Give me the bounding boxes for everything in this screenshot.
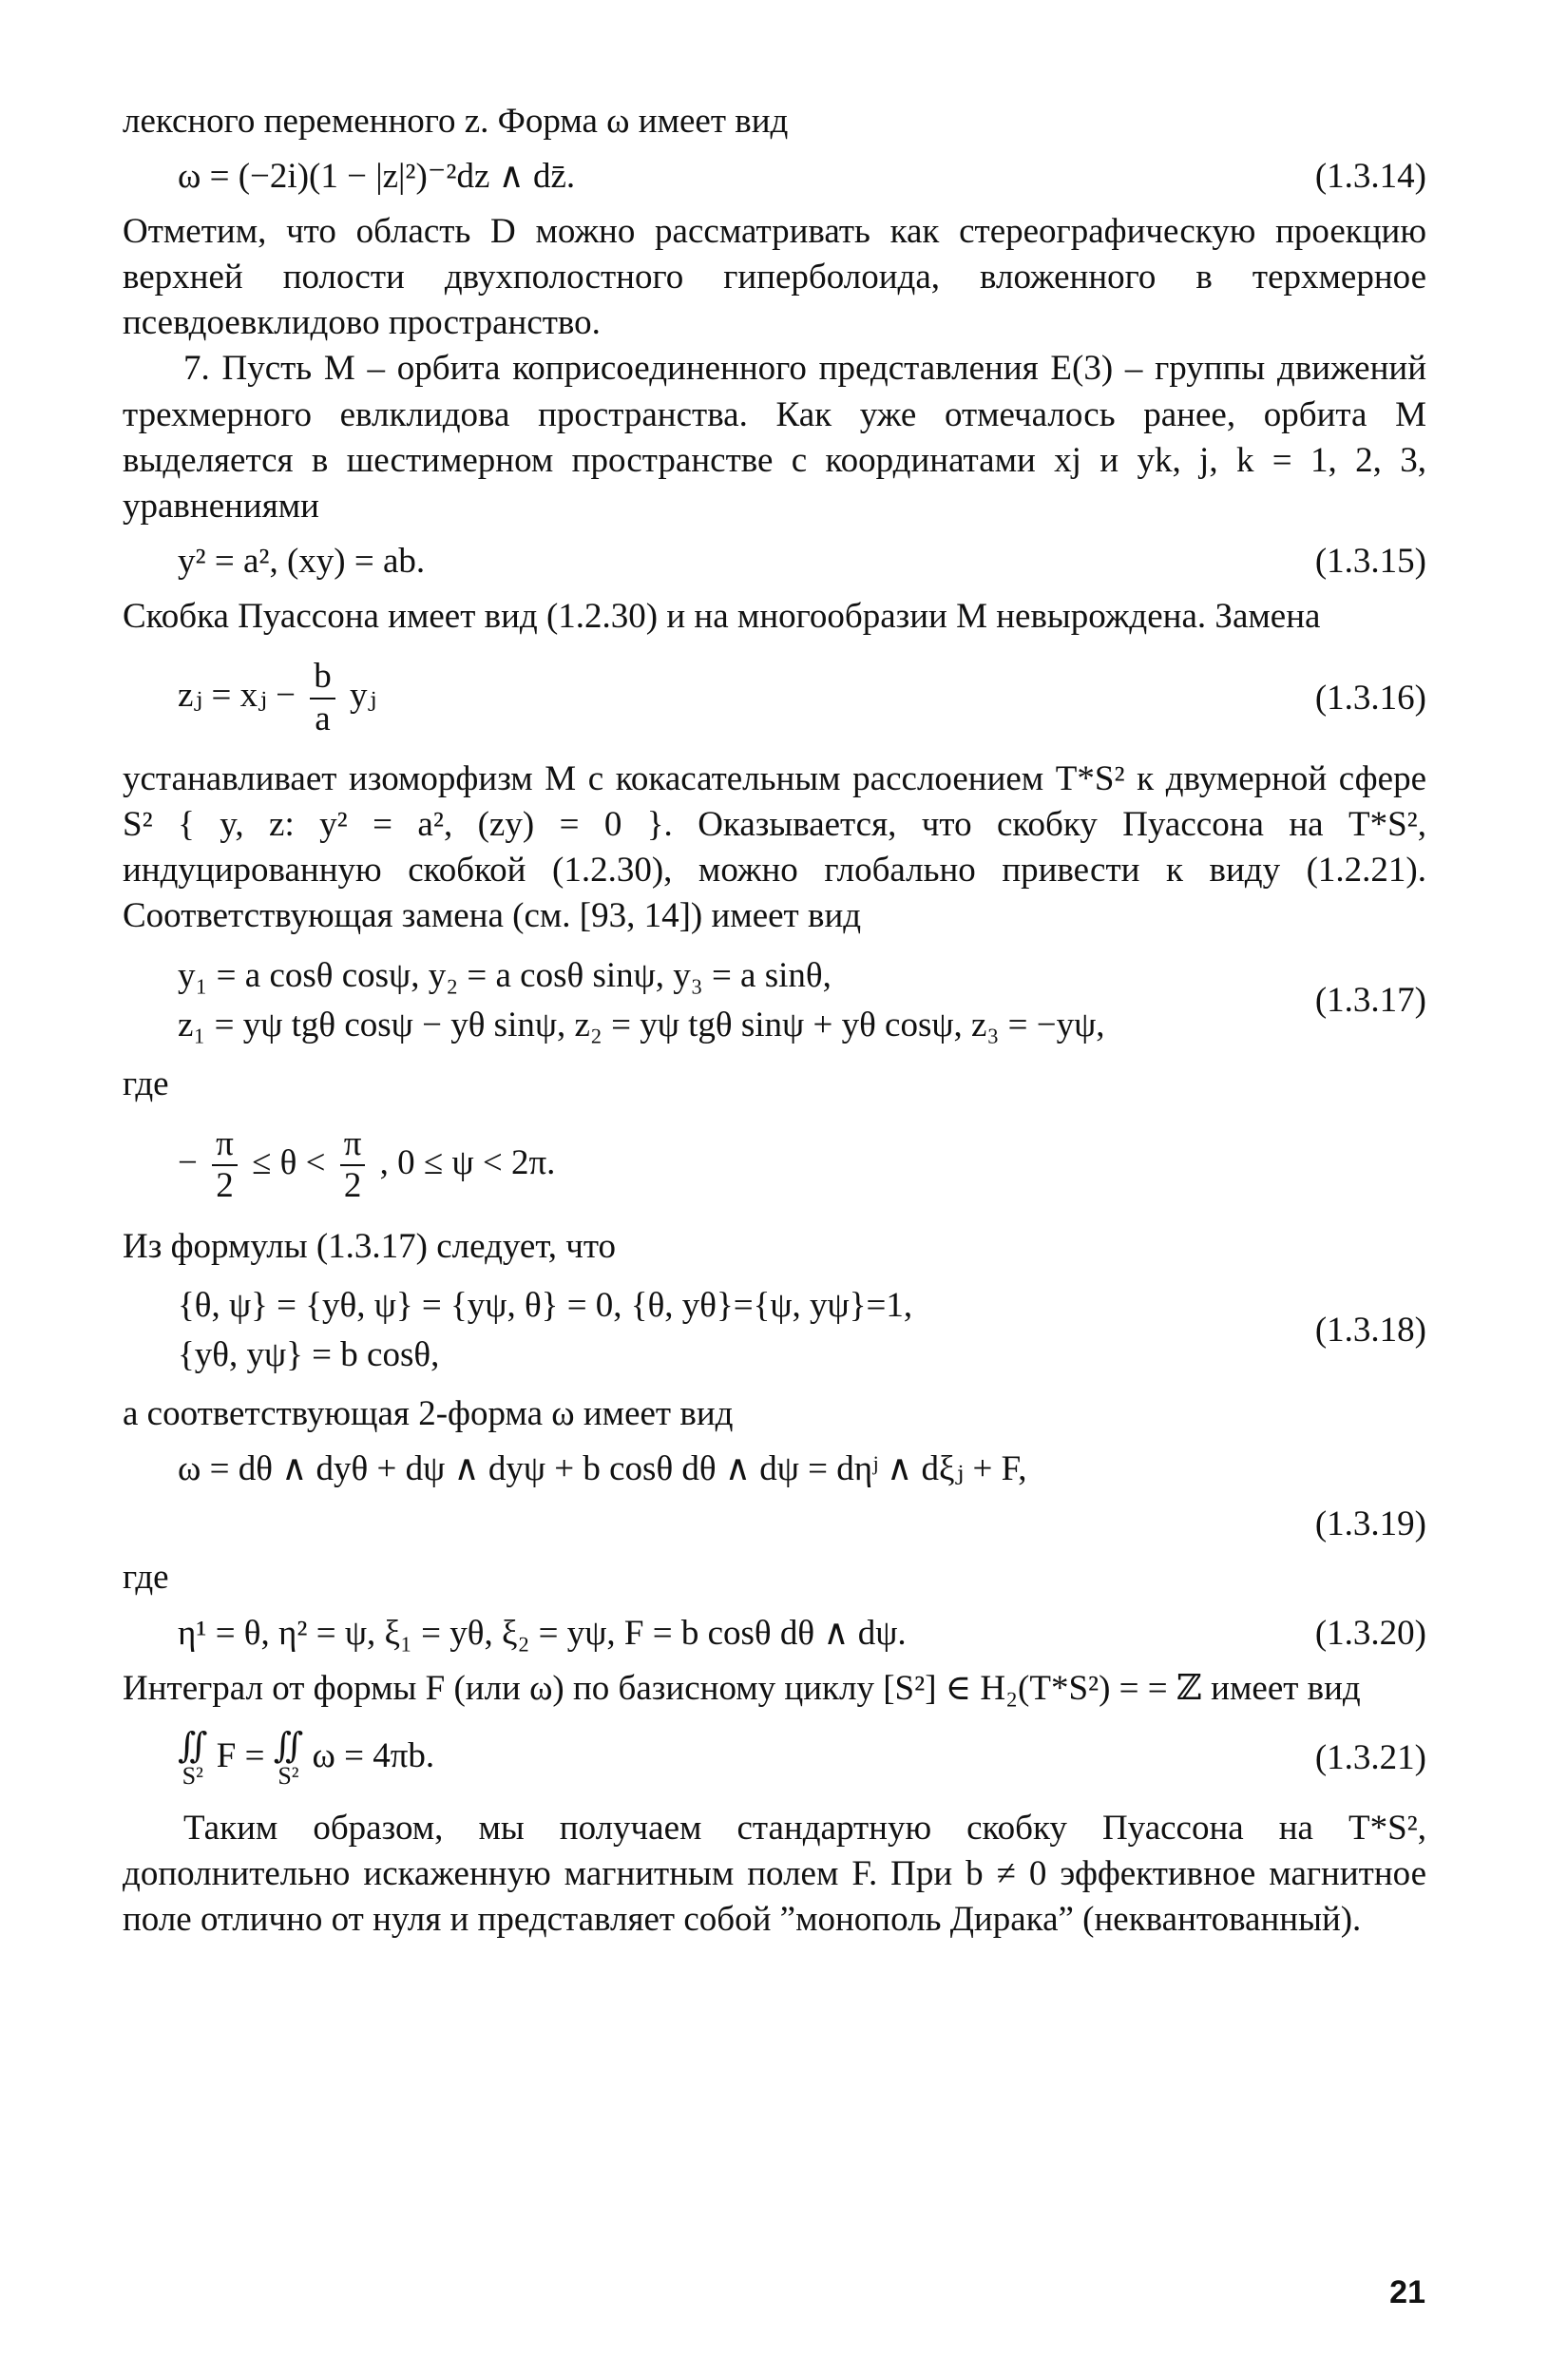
equation-body: ω = dθ ∧ dyθ + dψ ∧ dyψ + b cosθ dθ ∧ dψ = dηʲ ∧ dξⱼ + F, [178,1449,1027,1489]
equation-1-3-16 [123,657,1426,739]
equation-1-3-21 [123,1726,1426,1790]
integrand-f: F = [216,1735,265,1775]
fraction-numerator: b [310,657,335,699]
equation-line-z: z₁ = yψ tgθ cosψ − yθ sinψ, z₂ = yψ tgθ sinψ + yθ cosψ, z₃ = −yψ, [178,1005,1105,1044]
paragraph-isomorphism: устанавливает изоморфизм M с кокасательным расслоением T*S² к двумерной сфере S² { y, z: y² = a², (zy) = 0 }. Оказывается, что скобку Пуассона на T*S², индуцированную скобкой (1.2.30), можно глобально привести к виду (1.2.21). Соответствующая замена (см. [93, 14]) имеет вид [123,759,1426,936]
equation-body: ω = (−2i)(1 − |z|²)⁻²dz ∧ dz̄. [178,157,576,197]
equation-line-y: y₁ = a cosθ cosψ, y₂ = a cosθ sinψ, y₃ = a sinθ, [178,955,832,995]
label-where-1: где [123,1064,169,1103]
page-body [123,99,1426,1943]
fraction-denominator: 2 [343,1166,362,1206]
equation-line-y-bracket: {yθ, yψ} = b cosθ, [178,1335,440,1375]
equation-angle-range [123,1124,1426,1207]
paragraph-conclusion: Таким образом, мы получаем стандартную скобку Пуассона на T*S², дополнительно искаженную магнитным полем F. При b ≠ 0 эффективное магнитное поле отлично от нуля и представляет собой ”монополь Дирака” (неквантованный). [123,1808,1426,1939]
equation-number: (1.3.21) [1314,1738,1426,1778]
equation-body [178,1726,435,1790]
page-number: 21 [1389,2274,1425,2310]
paragraph-stereographic: Отметим, что область D можно рассматривать как стереографическую проекцию верхней полости двухполостного гиперболоида, вложенного в терхмерное псевдоевклидово пространство. [123,212,1426,343]
equation-body [178,657,376,739]
minus-sign: − [178,1142,198,1182]
equation-number: (1.3.16) [1314,678,1426,718]
text-line-0: лексного переменного z. Форма ω имеет вид [123,102,789,141]
fraction-b-over-a [310,657,335,739]
equation-body: y² = a², (xy) = ab. [178,541,426,581]
integral-sign: ∬ [273,1726,304,1766]
equation-number: (1.3.17) [1314,980,1426,1020]
double-integral-2 [273,1726,304,1790]
equation-number-1-3-19: (1.3.19) [1314,1504,1426,1544]
equation-number: (1.3.20) [1314,1613,1426,1653]
equation-1-3-14 [123,154,1426,200]
equation-lines [178,949,1105,1052]
paragraph-poisson-bracket: Скобка Пуассона имеет вид (1.2.30) и на многообразии M невырождена. Замена [123,596,1321,636]
equation-1-3-20 [123,1611,1426,1657]
equation-lhs: zⱼ = xⱼ − [178,676,296,716]
equation-1-3-19 [123,1447,1426,1492]
paragraph-item-7: 7. Пусть M – орбита коприсоединенного представления E(3) – группы движений трехмерного евлклидова пространства. Как уже отмечалось ранее, орбита M выделяется в шестимерном пространстве с координатами xj и yk, j, k = 1, 2, 3, уравнениями [123,349,1426,526]
equation-body: η¹ = θ, η² = ψ, ξ₁ = yθ, ξ₂ = yψ, F = b cosθ dθ ∧ dψ. [178,1613,907,1653]
paragraph-integral: Интеграл от формы F (или ω) по базисному циклу [S²] ∈ H₂(T*S²) = = ℤ имеет вид [123,1668,1361,1708]
equation-1-3-17 [123,949,1426,1052]
label-where-2: где [123,1558,169,1598]
paragraph-from-formula: Из формулы (1.3.17) следует, что [123,1226,617,1266]
equation-number: (1.3.18) [1314,1311,1426,1351]
fraction-numerator: π [340,1124,366,1167]
equation-1-3-15 [123,539,1426,584]
fraction-pi-over-2-left [212,1124,238,1207]
integral-domain: S² [182,1761,203,1790]
fraction-denominator: a [315,699,331,738]
fraction-numerator: π [212,1124,238,1167]
equation-1-3-18 [123,1279,1426,1382]
fraction-denominator: 2 [216,1166,234,1206]
paragraph-2-form: а соответствующая 2-форма ω имеет вид [123,1394,734,1434]
psi-inequality: , 0 ≤ ψ < 2π. [379,1142,556,1182]
equation-number: (1.3.15) [1314,541,1426,581]
integral-sign: ∬ [178,1726,208,1766]
integral-domain: S² [277,1761,299,1790]
equation-body [178,1124,555,1207]
equation-number: (1.3.14) [1314,157,1426,197]
theta-inequality: ≤ θ < [252,1142,326,1182]
equation-rhs: yⱼ [349,676,377,716]
integrand-omega: ω = 4πb. [312,1735,435,1775]
equation-line-brackets: {θ, ψ} = {yθ, ψ} = {yψ, θ} = 0, {θ, yθ}={ψ, yψ}=1, [178,1285,913,1325]
fraction-pi-over-2-right [340,1124,366,1207]
equation-lines [178,1279,912,1382]
double-integral-1 [178,1726,208,1790]
